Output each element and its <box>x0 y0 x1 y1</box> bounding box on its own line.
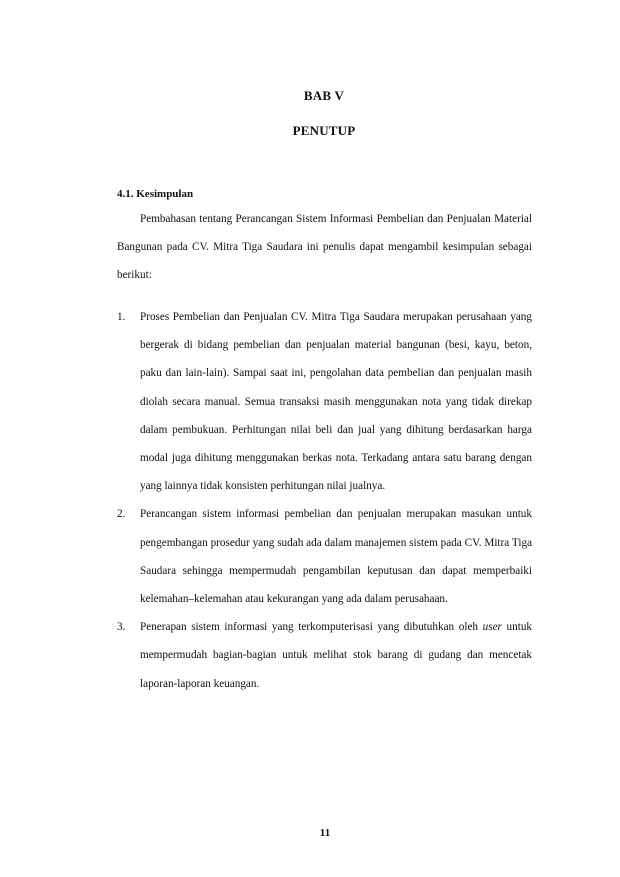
section-heading: 4.1. Kesimpulan <box>117 188 194 200</box>
list-item-text-after: untuk mempermudah bagian-bagian untuk melihat stok barang di gudang dan mencetak laporan-laporan keuangan. <box>140 621 533 690</box>
list-item-text: Proses Pembelian dan Penjualan CV. Mitra Tiga Saudara merupakan perusahaan yang bergerak di bidang pembelian dan penjualan material bangunan (besi, kayu, beton, paku dan lain-lain). Sampai saat ini, pengolahan data pembelian dan penjualan masih diolah secara manual. Semua transaksi masih menggunakan nota yang tidak direkap dalam pembukuan. Perhitungan nilai beli dan jual yang dihitung berdasarkan harga modal juga dihitung menggunakan berkas nota. Terkadang antara satu barang dengan yang lainnya tidak konsisten perhitungan nilai jualnya. <box>140 311 532 493</box>
list-item <box>117 500 532 613</box>
list-item-text: Perancangan sistem informasi pembelian dan penjualan merupakan masukan untuk pengembangan prosedur yang sudah ada dalam manajemen sistem pada CV. Mitra Tiga Saudara sehingga mempermudah pengambilan keputusan dan dapat memperbaiki kelemahan–kelemahan atau kekurangan yang ada dalam perusahaan. <box>140 508 532 606</box>
list-item <box>117 613 532 698</box>
chapter-title: PENUTUP <box>292 123 356 138</box>
list-item-text-before: Penerapan sistem informasi yang terkomputerisasi yang dibutuhkan oleh <box>140 621 483 634</box>
intro-paragraph: Pembahasan tentang Perancangan Sistem Informasi Pembelian dan Penjualan Material Bangunan pada CV. Mitra Tiga Saudara ini penulis dapat mengambil kesimpulan sebagai berikut: <box>117 213 532 282</box>
chapter-number: BAB V <box>303 88 345 103</box>
list-item-number: 2. <box>117 508 126 521</box>
page-number: 11 <box>319 827 331 839</box>
list-item-number: 3. <box>117 621 126 634</box>
list-item <box>117 303 532 500</box>
conclusion-list <box>117 303 532 698</box>
user-term: user <box>482 621 502 634</box>
list-item-number: 1. <box>117 311 126 323</box>
list-item-text <box>140 613 532 698</box>
